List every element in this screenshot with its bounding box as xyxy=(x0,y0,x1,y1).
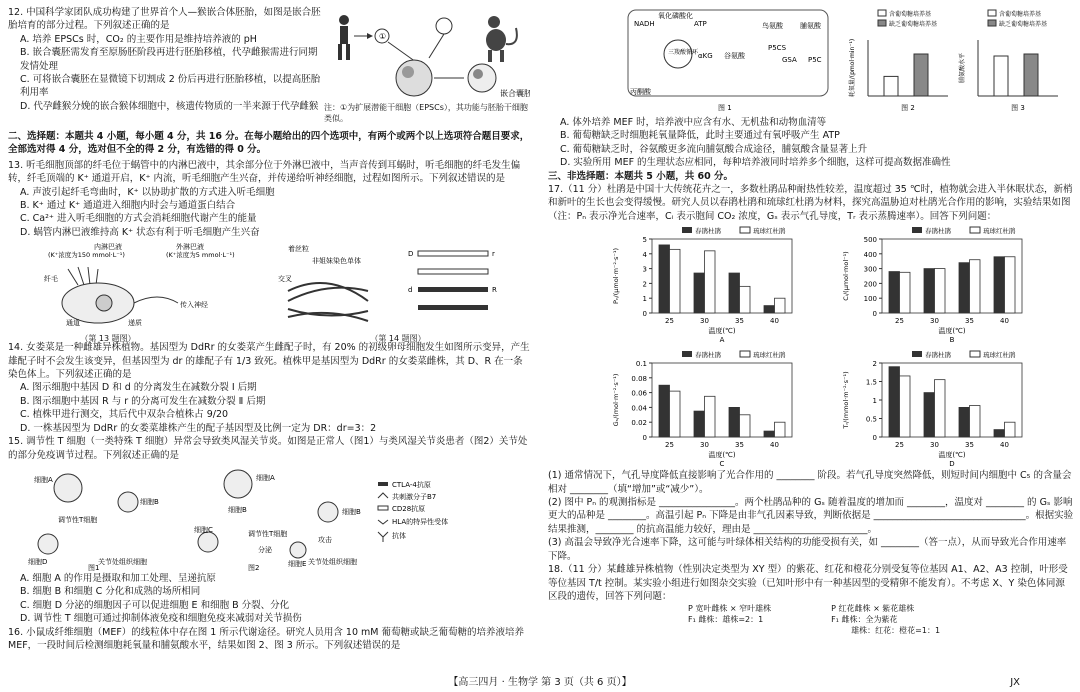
svg-text:图2: 图2 xyxy=(248,563,260,572)
svg-text:ATP: ATP xyxy=(694,20,707,28)
svg-text:细胞A: 细胞A xyxy=(34,475,53,484)
legend-swatch-ryukyu xyxy=(740,227,750,233)
bar-spring-25 xyxy=(889,272,900,313)
chart-caption: A xyxy=(719,336,725,344)
q15-stem: 15. 调节性 T 细胞（一类特殊 T 细胞）异常会导致类风湿关节炎。如图是正常人（图1）与类风湿关节炎患者（图2）关节处的部分免疫调节过程。下列叙述正确的是 xyxy=(8,436,528,461)
svg-text:调节性T细胞: 调节性T细胞 xyxy=(58,515,98,524)
y-tick-label: 4 xyxy=(642,251,647,260)
svg-text:外淋巴液: 外淋巴液 xyxy=(176,243,204,252)
y-axis-label: 耗氧量/(pmol·min⁻¹) xyxy=(849,38,856,98)
x-tick-label: 35 xyxy=(965,441,974,450)
svg-text:丙酮酸: 丙酮酸 xyxy=(630,88,651,96)
chart-d xyxy=(838,347,1038,467)
y-tick-label: 0.5 xyxy=(865,415,877,424)
y-tick-label: 5 xyxy=(642,236,647,245)
q17-subq2: (2) 图中 Pₙ 的观测指标是 ________________。两个杜鹃品种的 Gₛ 随着温度的增加而 ________，温度对 ________ 的 Gₛ 影响更大的品种是 ________。高温引起 Pₙ 下降是由非气孔因素导致，判断依据是 ________________________________。根据实验结果推测，________ 的抗高温能力较好，理由是 ________________________。 xyxy=(548,497,1074,535)
legend-swatch-spring xyxy=(912,351,922,357)
q12-option-c: C. 可将嵌合囊胚在显微镜下切割成 2 份后再进行胚胎移植，以提高胚胎利用率 xyxy=(20,74,321,99)
svg-text:细胞D: 细胞D xyxy=(28,557,48,566)
legend-label-1: 缺乏葡萄糖培养基 xyxy=(999,21,1048,28)
bar-0 xyxy=(994,56,1008,96)
y-tick-label: 1 xyxy=(872,397,877,406)
svg-text:共刺激分子B7: 共刺激分子B7 xyxy=(392,492,437,501)
x-tick-label: 30 xyxy=(930,317,939,326)
chart-a xyxy=(608,223,808,343)
svg-text:图 1: 图 1 xyxy=(718,104,732,112)
bar-spring-30 xyxy=(694,411,705,437)
bar-ryukyu-40 xyxy=(1005,422,1016,437)
x-tick-label: 35 xyxy=(965,317,974,326)
bar-ryukyu-40 xyxy=(1005,257,1016,313)
legend-swatch-1 xyxy=(988,20,996,26)
bar-ryukyu-35 xyxy=(740,415,751,437)
legend-label-spring: 春鹃杜鹃 xyxy=(925,227,951,236)
bar-spring-35 xyxy=(729,273,740,313)
q18-crosses xyxy=(548,603,1074,636)
y-tick-label: 0 xyxy=(642,310,647,319)
q17-subq3: (3) 高温会导致净光合速率下降，这可能与叶绿体相关结构的功能受损有关，如 ________（答一点），从而导致光合作用速率下降。 xyxy=(548,537,1067,562)
y-tick-label: 1.5 xyxy=(865,378,877,387)
svg-text:细胞B: 细胞B xyxy=(342,507,361,516)
svg-text:细胞B: 细胞B xyxy=(228,505,247,514)
svg-text:GSA: GSA xyxy=(782,56,797,64)
svg-text:D: D xyxy=(408,250,414,259)
y-axis-label: Cᵢ/(μmol·mol⁻¹) xyxy=(842,251,850,301)
q15-option-b: B. 细胞 B 和细胞 C 分化和成熟的场所相同 xyxy=(20,586,201,598)
immune-regulation-diagram xyxy=(8,462,532,572)
svg-text:内淋巴液: 内淋巴液 xyxy=(94,243,122,252)
q17-charts xyxy=(548,223,1074,469)
y-tick-label: 0.02 xyxy=(631,419,647,428)
bar-ryukyu-40 xyxy=(775,422,786,437)
bar-ryukyu-35 xyxy=(970,406,981,437)
q15-option-c: C. 细胞 D 分泌的细胞因子可以促进细胞 E 和细胞 B 分裂、分化 xyxy=(20,599,290,611)
q17-subq1: (1) 通常情况下，气孔导度降低直接影响了光合作用的 ________ 阶段。若气孔导度突然降低，则短时间内细胞中 C₅ 的含量会相对 ________（填“增加”或“减少”）。 xyxy=(548,470,1072,495)
svg-text:调节性T细胞: 调节性T细胞 xyxy=(248,529,288,538)
legend-label-1: 缺乏葡萄糖培养基 xyxy=(889,21,938,28)
svg-text:P5CS: P5CS xyxy=(768,44,787,52)
section-3-heading: 三、非选择题：本题共 5 小题，共 60 分。 xyxy=(548,170,734,182)
bar-spring-25 xyxy=(659,385,670,437)
q12-option-d: D. 代孕雌猴分娩的嵌合猴体细胞中，核遗传物质的一半来源于代孕雌猴 xyxy=(20,100,319,112)
chart-caption: C xyxy=(719,460,725,468)
bar-spring-35 xyxy=(959,263,970,313)
y-tick-label: 100 xyxy=(863,295,877,304)
q16-option-c: C. 葡萄糖缺乏时，谷氨酸更多流向脯氨酸合成途径，脯氨酸含量显著上升 xyxy=(560,143,868,155)
q16-figures xyxy=(548,6,1074,116)
bar-ryukyu-25 xyxy=(670,250,681,314)
bar-ryukyu-30 xyxy=(935,269,946,313)
bar-spring-30 xyxy=(924,269,935,313)
svg-text:分泌: 分泌 xyxy=(258,545,272,554)
legend-label-spring: 春鹃杜鹃 xyxy=(925,351,951,360)
y-tick-label: 2 xyxy=(642,280,647,289)
left-column xyxy=(8,6,532,652)
bar-1 xyxy=(1024,54,1038,96)
legend-swatch-0 xyxy=(988,10,996,16)
svg-text:HLA的特异性受体: HLA的特异性受体 xyxy=(392,517,449,526)
q13-option-b: B. K⁺ 通过 K⁺ 通道进入细胞内时会与通道蛋白结合 xyxy=(20,200,236,212)
legend-label-spring: 春鹃杜鹃 xyxy=(695,227,721,236)
y-tick-label: 400 xyxy=(863,251,877,260)
y-tick-label: 0.06 xyxy=(631,389,647,398)
cross-1: P 宽叶雌株 × 窄叶雄株 F₁ 雌株：雄株=2：1 xyxy=(688,604,772,625)
bar-ryukyu-30 xyxy=(705,251,716,313)
q13-stem: 13. 听毛细胞顶部的纤毛位于蜗管中的内淋巴液中，其余部分位于外淋巴液中，当声音传到耳蜗时，听毛细胞的纤毛发生偏转，纤毛顶端的 K⁺ 通道开启，K⁺ 内流，听毛细胞产生兴奋，并传递给听神经细胞，过程如图所示。下列叙述错误的是 xyxy=(8,159,521,185)
x-tick-label: 35 xyxy=(735,317,744,326)
q14-figure-caption: （第 14 题图） xyxy=(370,333,426,343)
svg-text:谷氨酸: 谷氨酸 xyxy=(724,52,745,60)
svg-text:攻击: 攻击 xyxy=(318,535,332,544)
svg-text:P5C: P5C xyxy=(808,56,822,64)
q17-stem: 17.（11 分）杜鹃是中国十大传统花卉之一，多数杜鹃品种耐热性较差，温度超过 35 ℃时，植物就会进入半休眠状态，新梢和新叶的生长也会变得缓慢。研究人员以春鹃杜鹃和琉球红杜鹃为材料，探究高温胁迫对杜鹃光合作用的影响，实验结果如图（注：Pₙ 表示净光合速率，Cᵢ 表示胞间 CO₂ 浓度，Gₛ 表示气孔导度，Tᵣ 表示蒸腾速率）。回答下列问题： xyxy=(548,184,1073,222)
svg-text:关节处组织细胞: 关节处组织细胞 xyxy=(308,557,357,566)
q16-option-b: B. 葡萄糖缺乏时细胞耗氧量降低，此时主要通过有氧呼吸产生 ATP xyxy=(560,130,840,142)
y-tick-label: 0.08 xyxy=(631,375,647,384)
y-axis-label: 脯氨酸水平 xyxy=(959,52,966,84)
q15-option-d: D. 调节性 T 细胞可通过抑制体液免疫和细胞免疫来减弱对关节损伤 xyxy=(20,613,302,625)
q12-option-a: A. 培养 EPSCs 时，CO₂ 的主要作用是维持培养液的 pH xyxy=(20,33,257,45)
svg-text:NADH: NADH xyxy=(634,20,655,28)
bar-spring-35 xyxy=(729,408,740,438)
q14-option-c: C. 植株甲进行测交，其后代中双杂合植株占 9/20 xyxy=(20,409,229,421)
bar-ryukyu-40 xyxy=(775,298,786,313)
legend-swatch-ryukyu xyxy=(740,351,750,357)
svg-text:抗体: 抗体 xyxy=(392,531,406,540)
bar-ryukyu-35 xyxy=(740,287,751,314)
figure-caption: 图 2 xyxy=(901,104,915,112)
legend-swatch-1 xyxy=(878,20,886,26)
svg-text:脯氨酸: 脯氨酸 xyxy=(800,22,821,30)
x-tick-label: 30 xyxy=(700,317,709,326)
legend-label-0: 含葡萄糖培养基 xyxy=(999,11,1042,18)
legend-label-ryukyu: 琉球红杜鹃 xyxy=(983,351,1016,360)
bar-ryukyu-25 xyxy=(670,391,681,437)
q13-figure-caption: （第 13 题图） xyxy=(80,333,136,343)
bar-spring-40 xyxy=(764,306,775,313)
q12-option-b: B. 嵌合囊胚需发育至原肠胚阶段再进行胚胎移植，代孕雌猴需进行同期发情处理 xyxy=(20,47,318,72)
svg-text:递质: 递质 xyxy=(128,319,142,328)
chart-b xyxy=(838,223,1038,343)
chromosome-figure xyxy=(268,241,528,341)
immune-legend xyxy=(378,480,448,542)
q16-option-d: D. 实验所用 MEF 的生理状态应相同，每种培养液同时培养多个细胞，这样可提高数据准确性 xyxy=(560,157,951,169)
legend-label-0: 含葡萄糖培养基 xyxy=(889,11,932,18)
svg-text:纤毛: 纤毛 xyxy=(44,275,58,284)
embryo-diagram xyxy=(324,6,530,102)
hair-cell-figure xyxy=(8,241,268,341)
bar-ryukyu-30 xyxy=(705,397,716,438)
svg-text:交叉: 交叉 xyxy=(278,275,292,284)
chromosome-diagram xyxy=(268,241,528,327)
human-figure-icon xyxy=(338,15,350,60)
y-tick-label: 300 xyxy=(863,265,877,274)
x-axis-label: 温度(℃) xyxy=(938,327,966,336)
x-tick-label: 30 xyxy=(700,441,709,450)
svg-text:CD28抗原: CD28抗原 xyxy=(392,504,426,513)
q12-figure xyxy=(324,6,530,128)
svg-text:细胞B: 细胞B xyxy=(140,497,159,506)
x-tick-label: 40 xyxy=(1000,441,1009,450)
bar-spring-25 xyxy=(889,367,900,437)
bar-ryukyu-35 xyxy=(970,260,981,313)
y-tick-label: 0.1 xyxy=(635,360,647,369)
chimera-label: 嵌合囊胚 xyxy=(500,89,530,98)
svg-text:r: r xyxy=(492,250,495,259)
y-tick-label: 1 xyxy=(642,295,647,304)
svg-text:(K⁺浓度为150 mmol·L⁻¹): (K⁺浓度为150 mmol·L⁻¹) xyxy=(48,251,125,260)
legend-label-spring: 春鹃杜鹃 xyxy=(695,351,721,360)
section-2-heading: 二、选择题：本题共 4 小题，每小题 4 分，共 16 分。在每小题给出的四个选项中，有两个或两个以上选项符合题目要求，全部选对得 4 分，选对但不全的得 2 分，有选错的得 0 分。 xyxy=(8,131,530,156)
x-tick-label: 25 xyxy=(665,441,674,450)
legend-swatch-spring xyxy=(682,227,692,233)
svg-text:CTLA-4抗原: CTLA-4抗原 xyxy=(392,480,431,489)
legend-label-ryukyu: 琉球红杜鹃 xyxy=(753,227,786,236)
svg-text:通道: 通道 xyxy=(66,319,80,328)
x-tick-label: 40 xyxy=(770,441,779,450)
svg-text:鸟氨酸: 鸟氨酸 xyxy=(762,22,783,30)
q12-note: 注：①为扩展潜能干细胞（EPSCs），其功能与胚胎干细胞类似。 xyxy=(324,103,528,123)
legend-swatch-ryukyu xyxy=(970,227,980,233)
y-tick-label: 3 xyxy=(642,265,647,274)
svg-text:d: d xyxy=(408,286,413,295)
x-axis-label: 温度(℃) xyxy=(708,451,736,460)
cross-2: P 红花雌株 × 紫花雄株 F₁ 雌株：全为紫花 雄株：红花：橙花=1：1 xyxy=(831,604,941,636)
bar-spring-25 xyxy=(659,245,670,313)
svg-text:①: ① xyxy=(379,32,387,41)
q14-option-d: D. 一株基因型为 DdRr 的女娄菜雄株产生的配子基因型及比例一定为 DR：dr=3：2 xyxy=(20,422,377,434)
page-footer xyxy=(0,676,1080,689)
bar-0 xyxy=(884,76,898,96)
svg-text:关节处组织细胞: 关节处组织细胞 xyxy=(98,557,147,566)
bar-spring-40 xyxy=(764,431,775,437)
svg-text:(K⁺浓度为5 mmol·L⁻¹): (K⁺浓度为5 mmol·L⁻¹) xyxy=(166,251,235,260)
q14-option-a: A. 图示细胞中基因 D 和 d 的分离发生在减数分裂 Ⅰ 后期 xyxy=(20,382,257,394)
svg-text:细胞C: 细胞C xyxy=(194,525,213,534)
bar-ryukyu-30 xyxy=(935,380,946,437)
q13-option-c: C. Ca²⁺ 进入听毛细胞的方式会消耗细胞代谢产生的能量 xyxy=(20,213,257,225)
chromatid-bars xyxy=(408,250,497,310)
x-axis-label: 温度(℃) xyxy=(708,327,736,336)
svg-text:非姐妹染色单体: 非姐妹染色单体 xyxy=(312,257,361,266)
svg-text:三羧酸循环: 三羧酸循环 xyxy=(668,49,699,56)
chart-caption: B xyxy=(949,336,955,344)
q18-stem: 18.（11 分）某雌雄异株植物（性别决定类型为 XY 型）的紫花、红花和橙花分别受复等位基因 A1、A2、A3 控制，叶形受等位基因 T/t 控制。某实验小组进行如图杂交实验（已知叶形中有一种基因型的受精卵不能发育）。不考虑 X、Y 染色体同源区段的遗传，回答下列问题： xyxy=(548,564,1068,602)
immune-figure xyxy=(8,462,532,572)
y-tick-label: 500 xyxy=(863,236,877,245)
hair-cell-diagram xyxy=(8,241,268,327)
svg-text:传入神经: 传入神经 xyxy=(180,301,208,310)
bar-spring-40 xyxy=(994,430,1005,437)
x-tick-label: 30 xyxy=(930,441,939,450)
x-tick-label: 40 xyxy=(770,317,779,326)
y-tick-label: 0.04 xyxy=(631,404,647,413)
legend-swatch-ryukyu xyxy=(970,351,980,357)
chart-caption: D xyxy=(949,460,955,468)
q13-q14-figures xyxy=(8,241,532,341)
q14-stem: 14. 女娄菜是一种雌雄异株植物。基因型为 DdRr 的女娄菜产生雌配子时，有 20% 的初级卵母细胞发生如图所示变异，产生雄配子时不会发生该变异，但基因型为 dr 的雄配子有 1/3 致死。植株甲是基因型为 DdRr 的女娄菜雌株，其 D、R 在一条染色体上。下列叙述正确的是 xyxy=(8,342,530,381)
bar-ryukyu-25 xyxy=(900,376,911,437)
footer-code: JX xyxy=(1010,677,1020,688)
bar-1 xyxy=(914,54,928,96)
y-tick-label: 2 xyxy=(872,360,877,369)
svg-text:图1: 图1 xyxy=(88,563,100,572)
svg-text:氧化磷酸化: 氧化磷酸化 xyxy=(658,12,693,20)
q13-option-d: D. 蜗管内淋巴液维持高 K⁺ 状态有利于听毛细胞产生兴奋 xyxy=(20,226,260,238)
q12-stem: 12. 中国科学家团队成功构建了世界首个人—猴嵌合体胚胎，如图是嵌合胚胎培育的部分过程。下列叙述正确的是 xyxy=(8,7,321,32)
footer-page-label: 【高三四月 · 生物学 第 3 页（共 6 页）】 xyxy=(448,677,632,688)
bar-spring-35 xyxy=(959,408,970,438)
q12-block xyxy=(8,6,532,128)
x-tick-label: 35 xyxy=(735,441,744,450)
bar-ryukyu-25 xyxy=(900,273,911,314)
q16-stem: 16. 小鼠成纤维细胞（MEF）的线粒体中存在图 1 所示代谢途径。研究人员用含 10 mM 葡萄糖或缺乏葡萄糖的培养液培养 MEF，一段时间后检测细胞耗氧量和脯氨酸水平，结果如图 2、图 3 所示。下列叙述错误的是 xyxy=(8,626,524,651)
x-tick-label: 40 xyxy=(1000,317,1009,326)
y-axis-label: Gₛ/(mol·m⁻²·s⁻¹) xyxy=(612,373,620,427)
y-axis-label: Tᵣ/(mmol·m⁻²·s⁻¹) xyxy=(842,371,850,429)
svg-text:细胞E: 细胞E xyxy=(288,559,307,568)
monkey-icon xyxy=(486,16,517,62)
x-tick-label: 25 xyxy=(895,441,904,450)
svg-text:R: R xyxy=(492,286,497,295)
legend-swatch-0 xyxy=(878,10,886,16)
y-tick-label: 0 xyxy=(872,310,877,319)
right-column xyxy=(548,6,1074,636)
bar-spring-30 xyxy=(924,393,935,437)
x-tick-label: 25 xyxy=(665,317,674,326)
x-tick-label: 25 xyxy=(895,317,904,326)
q15-option-a: A. 细胞 A 的作用是摄取和加工处理、呈递抗原 xyxy=(20,572,216,584)
bar-spring-30 xyxy=(694,273,705,313)
legend-label-ryukyu: 琉球红杜鹃 xyxy=(753,351,786,360)
figure-caption: 图 3 xyxy=(1011,104,1025,112)
chart-c xyxy=(608,347,808,467)
svg-text:着丝粒: 着丝粒 xyxy=(288,245,309,254)
q16-option-a: A. 体外培养 MEF 时，培养液中应含有水、无机盐和动物血清等 xyxy=(560,117,827,128)
y-tick-label: 200 xyxy=(863,280,877,289)
y-tick-label: 0 xyxy=(872,434,877,443)
y-tick-label: 0 xyxy=(642,434,647,443)
legend-label-ryukyu: 琉球红杜鹃 xyxy=(983,227,1016,236)
svg-text:细胞A: 细胞A xyxy=(256,473,275,482)
y-axis-label: Pₙ/(μmol·m⁻²·s⁻¹) xyxy=(612,248,620,305)
legend-swatch-spring xyxy=(912,227,922,233)
q13-option-a: A. 声波引起纤毛弯曲时，K⁺ 以协助扩散的方式进入听毛细胞 xyxy=(20,186,275,198)
q16-fig3-chart xyxy=(954,6,1074,116)
svg-text:αKG: αKG xyxy=(698,52,713,60)
q14-option-b: B. 图示细胞中基因 R 与 r 的分离可发生在减数分裂 Ⅱ 后期 xyxy=(20,395,266,407)
legend-swatch-spring xyxy=(682,351,692,357)
bar-spring-40 xyxy=(994,257,1005,313)
x-axis-label: 温度(℃) xyxy=(938,451,966,460)
